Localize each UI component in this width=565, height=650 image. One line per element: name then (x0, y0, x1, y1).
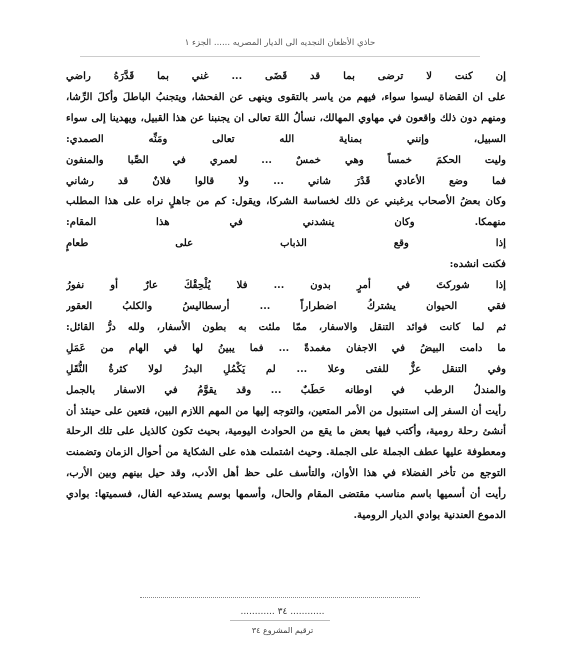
text-line: الدموع العندنية بوادي الديار الرومية. (353, 509, 506, 522)
body-text (66, 66, 506, 526)
text-line: إذا وقع الذباب على طعامٍ (66, 237, 506, 250)
text-line: السبيل، وإنني بمناية الله تعالى ومَنِّه الصمدي: (66, 132, 506, 145)
text-line: ومعطوفة عليها عطف الجملة على الجملة. وحيث اشتملت هذه على الشكاية من أحوال الزمان وتضمنت (66, 446, 506, 459)
text-line: وفي التنقل عزٌّ للفتى وعلا ... لم يَكْمُلِ البدرُ لولا كثرةُ النُّقَلِ (66, 362, 506, 375)
text-line: على ان القضاة ليسوا سواء، فيهم من ياسر بالتقوى وينهى عن الفحشا، ويتجنبُ الباطلَ وأكلَ الرِّشا، (66, 90, 506, 103)
text-line: والمندلُ الرطب في اوطانه حَطَبٌ ... وقد يقوَّمُ في الاسفار بالجمل (66, 383, 506, 396)
footer-divider (140, 597, 420, 598)
text-line: رأيت أن السفر إلى استنبول من الأمر المتعين، والتوجه إليها من المهم اللازم البين، فتعين على حينئذ أن (66, 404, 506, 417)
header-divider (80, 56, 480, 57)
page-number: ............ ٣٤ ............ (240, 607, 325, 617)
text-line: ومنهم دون ذلك واقعون في مهاوي المهالك، نسألُ اللهَ تعالى ان يجنبنا عن هذا القبيل، ويهدينا إلى سواء (66, 111, 506, 124)
text-line: رأيت أن أسميها باسم مناسب مقتضى المقام والحال، وأسمها بوسم يستدعيه الفال، فسميتها: بوادي (66, 488, 506, 501)
running-header: حاذي الأظعان النجديه الى الديار المصريه ...... الجزء ١ (184, 38, 376, 48)
text-line: فما وضع الأعادي قَدْرَ شاني ... ولا قالوا فلانٌ قد رشاني (66, 174, 506, 187)
text-line: وكان بعضُ الأصحاب يرغبني عن ذلك لخساسة الشركا، ويقول: كم من جاهلٍ نراه على هذا المطلب (66, 195, 506, 208)
text-line: منهمكا. وكان ينشدني في هذا المقام: (66, 216, 506, 229)
text-line: فقي الحيوان يشتركُ اضطراراً ... أرسطاليسُ والكلبُ العقور (66, 299, 506, 312)
footer-short-divider (230, 620, 330, 621)
text-line: أنشئ رحلة رومية، وأكتب فيها بعض ما يقع من الحوادث اليومية، بحيث تكون كالذيل على تلك الرحلة (66, 425, 506, 438)
text-line: فكنت انشده: (449, 258, 506, 271)
project-page-label: ترقيم المشروع ٣٤ (251, 626, 314, 635)
text-line: ثم لما كانت فوائد التنقل والاسفار، ممّا ملئت به بطون الأسفار، ولله درُّ القائل: (66, 320, 506, 333)
text-line: إذا شوركتَ في أمرٍ بدون ... فلا يُلْحِقْكَ عارٌ أو نفورُ (66, 279, 506, 292)
text-line: ما دامت البيضُ في الاجفان مغمدةً ... فما يبينُ لها في الهام من عَمَلِ (66, 341, 506, 354)
text-line: إن كنت لا ترضى بما قد قَضَى ... غني بما قَدَّرَهُ راضي (66, 70, 506, 82)
text-line: التوجع من تأخر الفضلاء في هذا الأوان، والتأسف على حظ أهل الأدب، وقد حيل بينهم وبين الأرب، (66, 467, 506, 480)
text-line: وليت الحكمَ خمساً وهي خمسٌ ... لعمري في الصِّبا والمنفون (66, 153, 506, 166)
